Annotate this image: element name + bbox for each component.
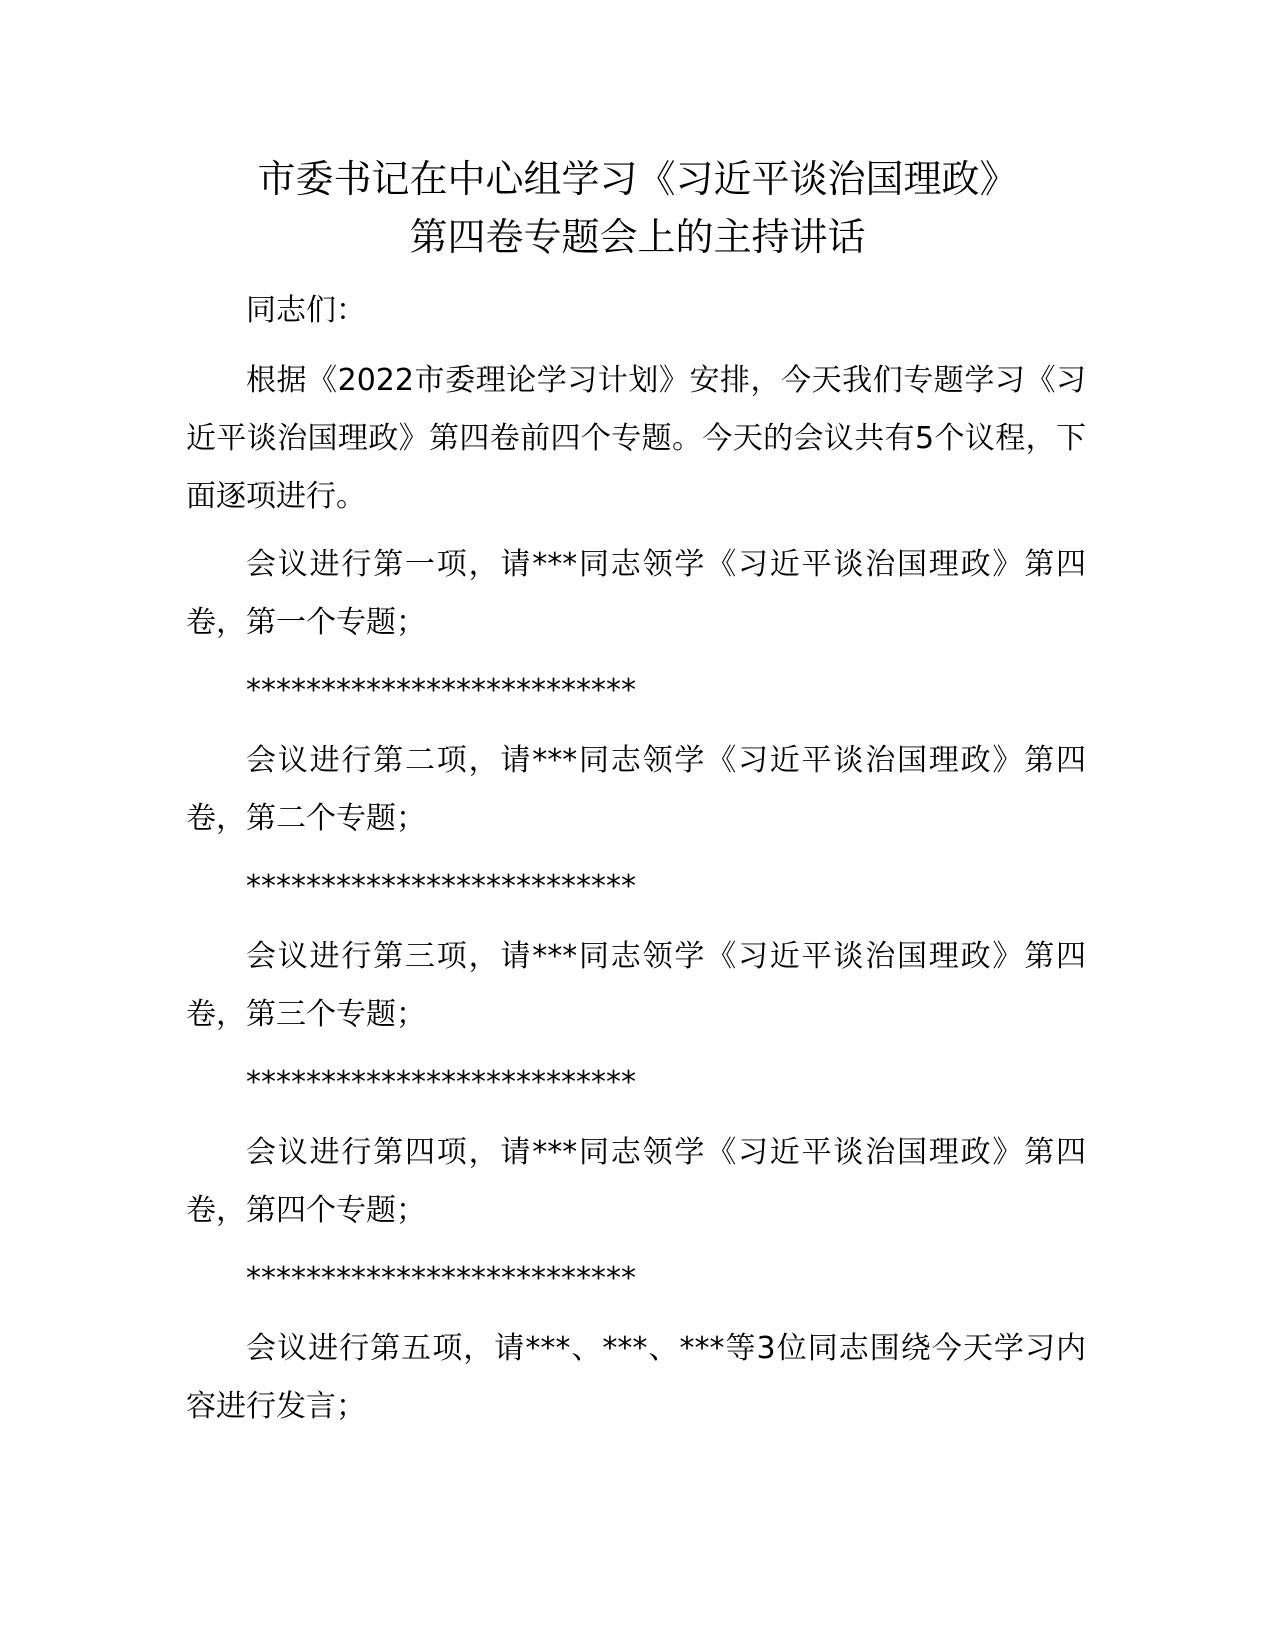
paragraph-item-3: 会议进行第三项，请***同志领学《习近平谈治国理政》第四卷，第三个专题； [186, 939, 1086, 1032]
title-line-2: 第四卷专题会上的主持讲话 [409, 215, 866, 259]
document-body [186, 282, 1086, 1446]
placeholder-stars-2: ************************** [246, 869, 636, 904]
title-line-1: 市委书记在中心组学习《习近平谈治国理政》 [257, 157, 1018, 201]
placeholder-stars-1: ************************** [246, 673, 636, 708]
paragraph-intro: 根据《2022市委理论学习计划》安排，今天我们专题学习《习近平谈治国理政》第四卷前四个专题。今天的会议共有5个议程，下面逐项进行。 [186, 363, 1086, 514]
salutation: 同志们： [246, 293, 366, 328]
document-title [150, 150, 1125, 266]
paragraph-item-2: 会议进行第二项，请***同志领学《习近平谈治国理政》第四卷，第二个专题； [186, 743, 1086, 836]
placeholder-stars-3: ************************** [246, 1065, 636, 1100]
paragraph-item-5: 会议进行第五项，请***、***、***等3位同志围绕今天学习内容进行发言； [186, 1331, 1086, 1424]
paragraph-item-4: 会议进行第四项，请***同志领学《习近平谈治国理政》第四卷，第四个专题； [186, 1135, 1086, 1228]
paragraph-item-1: 会议进行第一项，请***同志领学《习近平谈治国理政》第四卷，第一个专题； [186, 547, 1086, 640]
placeholder-stars-4: ************************** [246, 1261, 636, 1296]
